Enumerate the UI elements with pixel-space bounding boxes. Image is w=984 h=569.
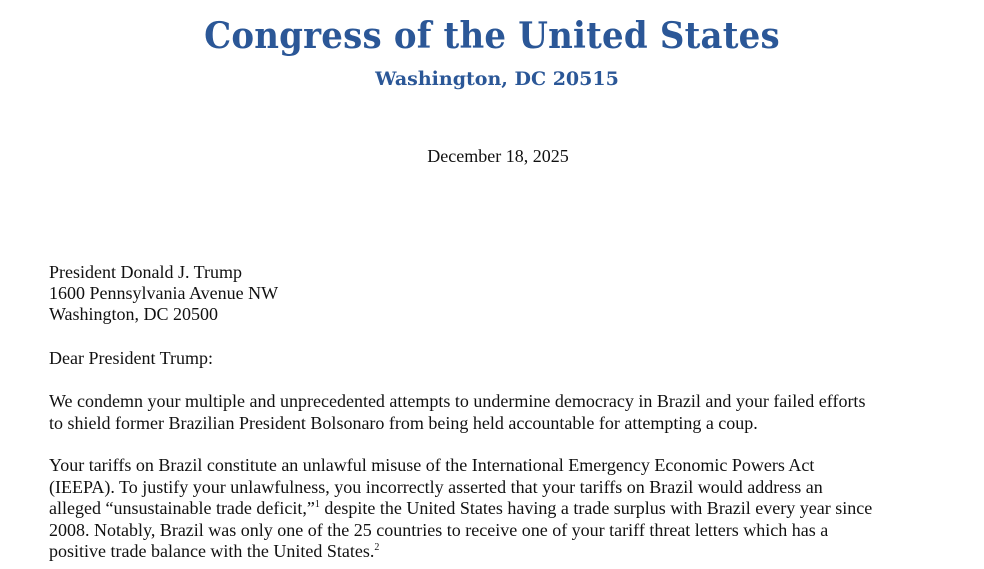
paragraph-line: We condemn your multiple and unprecedented attempts to undermine democracy in Brazil and your failed efforts — [49, 391, 866, 411]
paragraph-text: despite the United States having a trade surplus with Brazil every year since — [319, 498, 873, 518]
paragraph-2 — [49, 455, 949, 563]
paragraph-line — [49, 498, 949, 520]
letter-date: December 18, 2025 — [427, 146, 569, 166]
paragraph-1 — [49, 391, 949, 434]
salutation: Dear President Trump: — [49, 348, 213, 368]
recipient-name: President Donald J. Trump — [49, 262, 243, 282]
paragraph-line: (IEEPA). To justify your unlawfulness, you incorrectly asserted that your tariffs on Brazil would address an — [49, 476, 823, 497]
recipient-street: 1600 Pennsylvania Avenue NW — [49, 283, 279, 303]
recipient-city: Washington, DC 20500 — [49, 304, 219, 324]
paragraph-text: positive trade balance with the United States. — [49, 541, 375, 561]
recipient-address — [49, 262, 278, 325]
letterhead-address: Washington, DC 20515 — [375, 68, 619, 90]
letterhead-title: Congress of the United States — [204, 14, 780, 58]
paragraph-line — [49, 541, 949, 563]
paragraph-line: 2008. Notably, Brazil was only one of the 25 countries to receive one of your tariff threat letters which has a — [49, 519, 829, 540]
paragraph-line: Your tariffs on Brazil constitute an unlawful misuse of the International Emergency Economic Powers Act — [49, 455, 815, 475]
paragraph-line: to shield former Brazilian President Bolsonaro from being held accountable for attempting a coup. — [49, 412, 758, 433]
quote-text: alleged “unsustainable trade deficit,” — [49, 498, 315, 518]
footnote-ref-2[interactable]: 2 — [374, 542, 380, 553]
footnote-ref-1[interactable]: 1 — [314, 499, 320, 510]
